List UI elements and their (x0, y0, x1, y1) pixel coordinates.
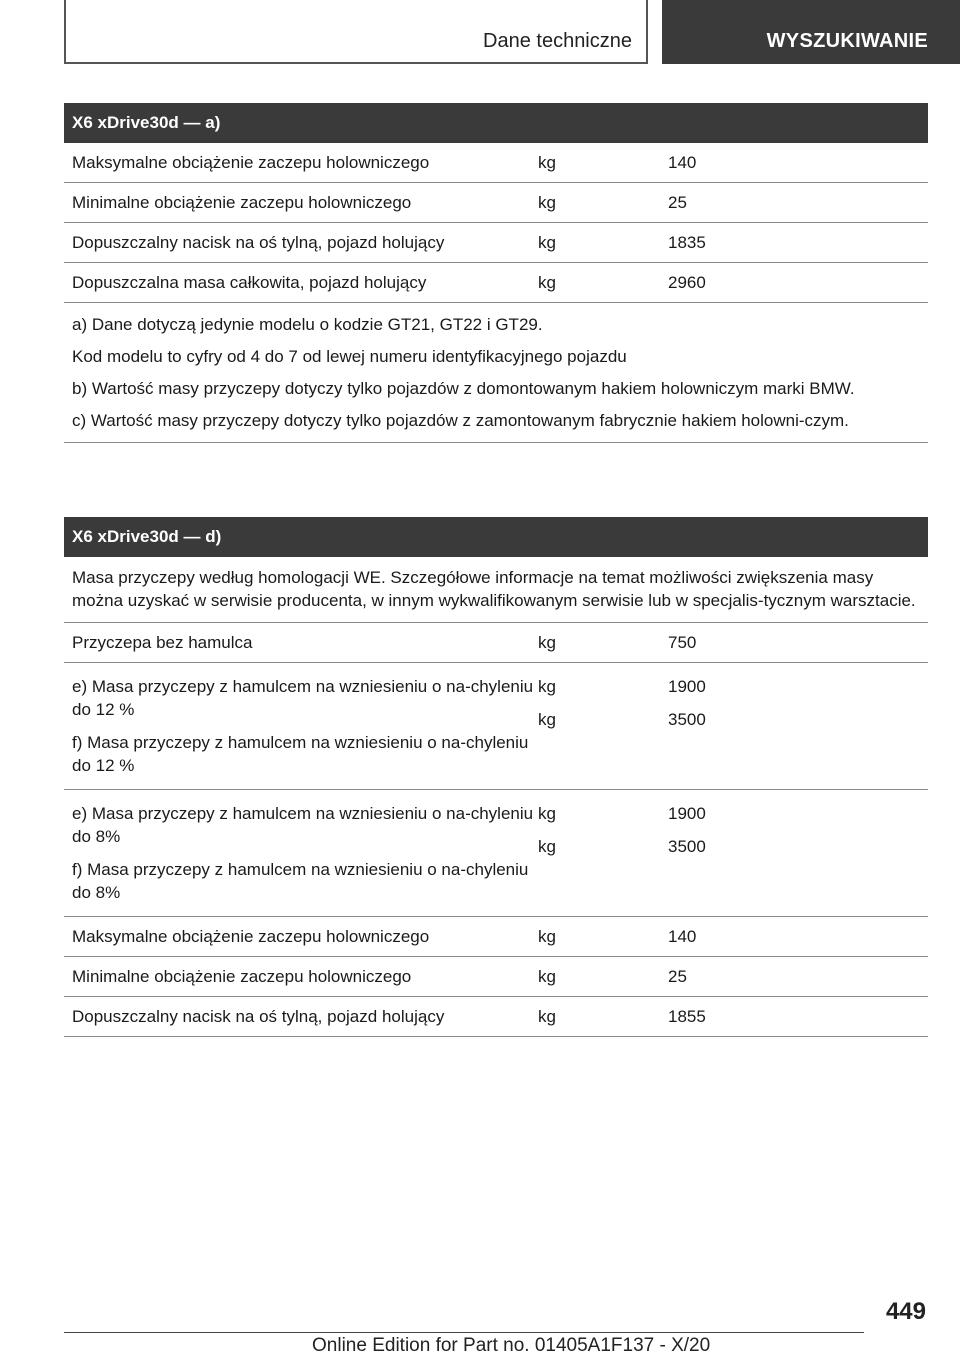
row-value-e: 1900 (668, 804, 706, 823)
row-label-f: f) Masa przyczepy z hamulcem na wzniesieniu o na-chyleniu do 8% (72, 860, 529, 902)
row-unit: kg (538, 192, 556, 212)
row-unit: kg (538, 632, 556, 652)
row-value-f: 3500 (668, 837, 706, 856)
spec-table-a (64, 103, 928, 443)
footnote-c: c) Wartość masy przyczepy dotyczy tylko pojazdów z zamontowanym fabrycznie hakiem holowni-czym. (72, 411, 849, 430)
row-label: Przyczepa bez hamulca (72, 632, 253, 652)
row-value: 25 (668, 192, 687, 212)
row-unit-e: kg (538, 677, 556, 696)
row-value: 750 (668, 632, 697, 652)
row-label-e: e) Masa przyczepy z hamulcem na wzniesieniu o na-chyleniu do 8% (72, 804, 534, 846)
footnote-b: b) Wartość masy przyczepy dotyczy tylko pojazdów z domontowanym hakiem holowniczym marki BMW. (72, 379, 855, 398)
row-label-f: f) Masa przyczepy z hamulcem na wzniesieniu o na-chyleniu do 12 % (72, 733, 529, 775)
row-unit: kg (538, 232, 556, 252)
table-row (64, 263, 928, 303)
row-value: 140 (668, 152, 697, 172)
row-labels (64, 802, 538, 904)
row-value-f: 3500 (668, 710, 706, 729)
table-title: X6 xDrive30d — a) (64, 103, 928, 143)
row-label: Dopuszczalny nacisk na oś tylną, pojazd holujący (72, 1006, 445, 1026)
row-label: Maksymalne obciążenie zaczepu holowniczego (72, 926, 430, 946)
footnote-model-code: Kod modelu to cyfry od 4 do 7 od lewej numeru identyfikacyjnego pojazdu (72, 347, 627, 366)
section-tab (64, 0, 648, 64)
row-unit: kg (538, 926, 556, 946)
row-values (668, 802, 928, 868)
row-label: Maksymalne obciążenie zaczepu holowniczego (72, 152, 430, 172)
row-unit: kg (538, 1006, 556, 1026)
table-footnotes (64, 303, 928, 443)
table-row (64, 997, 928, 1037)
table-row (64, 143, 928, 183)
intro-text: Masa przyczepy według homologacji WE. Szczegółowe informacje na temat możliwości zwiększenia masy można uzyskać w serwisie producenta, w innym wykwalifikowanym serwisie lub w specjalis-tycznym warsztacie. (72, 568, 916, 610)
row-unit-f: kg (538, 710, 556, 729)
row-value: 25 (668, 966, 687, 986)
search-button-label: WYSZUKIWANIE (766, 30, 928, 52)
row-label-e: e) Masa przyczepy z hamulcem na wzniesieniu o na-chyleniu do 12 % (72, 677, 534, 719)
table-intro (64, 557, 928, 623)
page-header (0, 0, 960, 66)
row-value-e: 1900 (668, 677, 706, 696)
footer-divider (64, 1332, 864, 1333)
row-unit: kg (538, 966, 556, 986)
edition-note: Online Edition for Part no. 01405A1F137 - X/20 (312, 1335, 711, 1356)
page-number: 449 (885, 1298, 926, 1325)
search-button[interactable] (662, 0, 960, 64)
row-label: Dopuszczalna masa całkowita, pojazd holujący (72, 272, 427, 292)
row-unit-e: kg (538, 804, 556, 823)
row-unit: kg (538, 152, 556, 172)
table-row (64, 957, 928, 997)
row-label: Minimalne obciążenie zaczepu holowniczego (72, 192, 412, 212)
table-title: X6 xDrive30d — d) (64, 517, 928, 557)
row-unit: kg (538, 272, 556, 292)
row-unit-f: kg (538, 837, 556, 856)
row-value: 2960 (668, 272, 706, 292)
row-label: Minimalne obciążenie zaczepu holowniczego (72, 966, 412, 986)
footnote-a: a) Dane dotyczą jedynie modelu o kodzie GT21, GT22 i GT29. (72, 315, 543, 334)
table-row (64, 183, 928, 223)
table-row-group-8 (64, 790, 928, 917)
table-row-group-12 (64, 663, 928, 790)
row-values (668, 675, 928, 741)
row-value: 1855 (668, 1006, 706, 1026)
row-units (538, 675, 668, 741)
table-row (64, 623, 928, 663)
row-labels (64, 675, 538, 777)
row-units (538, 802, 668, 868)
row-value: 140 (668, 926, 697, 946)
section-title: Dane techniczne (483, 30, 632, 52)
spec-table-d (64, 517, 928, 1037)
row-label: Dopuszczalny nacisk na oś tylną, pojazd holujący (72, 232, 445, 252)
table-row (64, 223, 928, 263)
table-row (64, 917, 928, 957)
row-value: 1835 (668, 232, 706, 252)
